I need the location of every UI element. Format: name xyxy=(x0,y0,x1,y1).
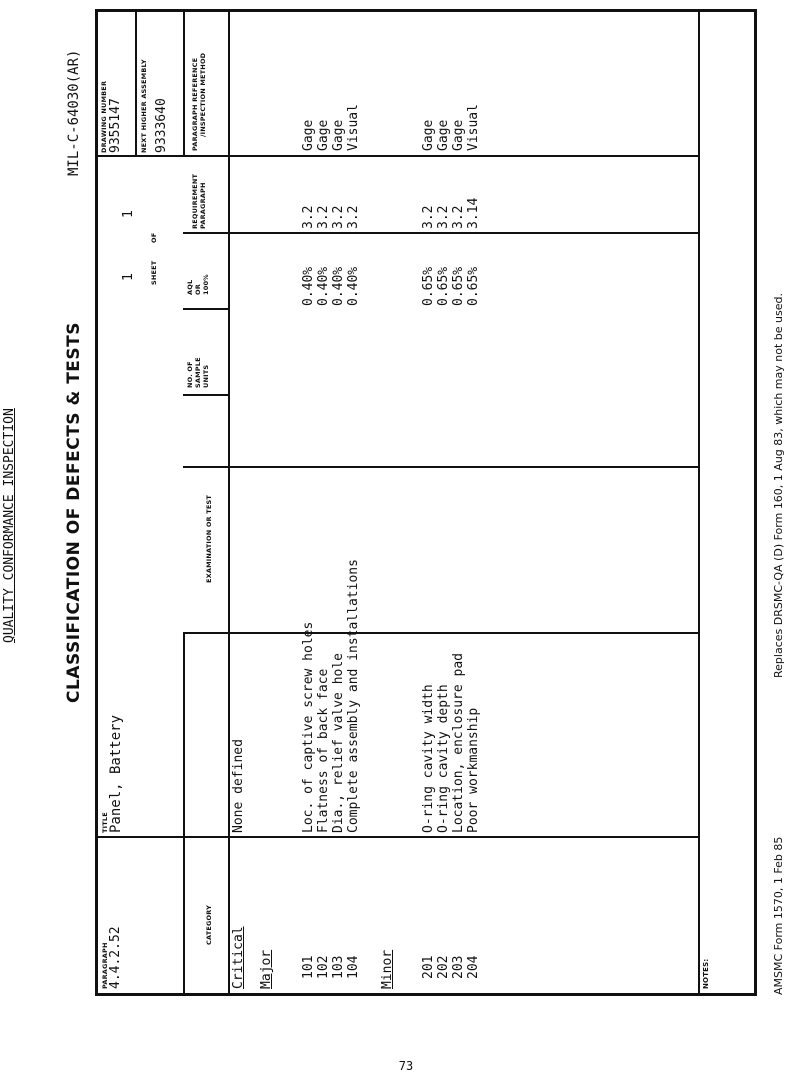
next-higher-assembly-label: NEXT HIGHER ASSEMBLY xyxy=(140,59,148,153)
section-heading: QUALITY CONFORMANCE INSPECTION xyxy=(2,408,17,643)
table-row: 203 xyxy=(451,955,466,979)
table-row: 202 xyxy=(436,955,451,979)
table-row: Flatness of back face xyxy=(316,668,331,833)
table-row: Gage xyxy=(451,119,466,151)
drawing-number-value: 9355147 xyxy=(108,98,123,153)
table-row: 103 xyxy=(331,955,346,979)
examination-label: EXAMINATION OR TEST xyxy=(205,495,213,583)
major-method xyxy=(301,104,361,151)
major-codes xyxy=(301,956,361,979)
table-row: O-ring cavity width xyxy=(421,684,436,833)
reference-label-1: PARAGRAPH REFERENCE xyxy=(191,57,199,151)
table-row: Complete assembly and installations xyxy=(346,559,361,833)
spec-number: MIL-C-64030(AR) xyxy=(66,49,82,176)
replaces-note: Replaces DRSMC-QA (D) Form 160, 1 Aug 83, which may not be used. xyxy=(772,293,785,678)
table-row: 0.40% xyxy=(331,266,346,306)
next-higher-assembly-value: 9333640 xyxy=(154,98,169,153)
table-row: 101 xyxy=(301,955,316,979)
title-label: TITLE xyxy=(101,812,109,833)
reference-label-2: /INSPECTION METHOD xyxy=(199,52,207,137)
table-row: Visual xyxy=(466,104,481,151)
table-row: Visual xyxy=(346,104,361,151)
table-row: 3.2 xyxy=(451,205,466,229)
of-label: OF xyxy=(150,232,158,243)
table-row: 0.65% xyxy=(451,266,466,306)
aql-label xyxy=(186,274,210,295)
table-row: 3.14 xyxy=(466,197,481,229)
table-row: Loc. of captive screw holes xyxy=(301,621,316,833)
form-id: AMSMC Form 1570, 1 Feb 85 xyxy=(772,836,785,995)
major-aql xyxy=(301,267,361,306)
table-row: Location, enclosure pad xyxy=(451,652,466,833)
title-value: Panel, Battery xyxy=(108,714,124,833)
table-row: 0.65% xyxy=(421,266,436,306)
aql-label-2: OR xyxy=(194,284,202,295)
table-row: 104 xyxy=(346,955,361,979)
requirement-label-2: PARAGRAPH xyxy=(199,182,207,229)
table-row: 0.40% xyxy=(316,266,331,306)
critical-none-defined: None defined xyxy=(231,739,246,833)
drawing-number-label: DRAWING NUMBER xyxy=(100,80,108,153)
table-row: 0.65% xyxy=(436,266,451,306)
form-title: CLASSIFICATION OF DEFECTS & TESTS xyxy=(64,322,84,703)
table-row: 0.65% xyxy=(466,266,481,306)
category-critical: Critical xyxy=(231,926,246,989)
table-row: Gage xyxy=(331,119,346,151)
aql-label-1: AQL xyxy=(186,279,194,295)
table-row: Gage xyxy=(421,119,436,151)
defects-form xyxy=(95,9,757,996)
table-row: 3.2 xyxy=(331,205,346,229)
sheet-of-value: 1 xyxy=(121,210,136,218)
page-number: 73 xyxy=(398,1059,414,1073)
table-row: Poor workmanship xyxy=(466,707,481,833)
sheet-value: 1 xyxy=(121,273,136,281)
reference-label xyxy=(191,53,207,151)
paragraph-label: PARAGRAPH xyxy=(101,942,109,989)
category-minor: Minor xyxy=(380,949,395,989)
major-req xyxy=(301,206,361,229)
minor-codes xyxy=(421,956,481,979)
notes-label: NOTES: xyxy=(702,958,710,989)
aql-label-3: 100% xyxy=(202,274,210,295)
table-row: Dia., relief valve hole xyxy=(331,652,346,833)
table-row: 201 xyxy=(421,955,436,979)
table-row: 0.40% xyxy=(346,266,361,306)
minor-req xyxy=(421,198,481,229)
table-row: 3.2 xyxy=(421,205,436,229)
table-row: 3.2 xyxy=(346,205,361,229)
major-exams xyxy=(301,559,361,833)
sheet-label: SHEET xyxy=(150,260,158,285)
sample-units-label xyxy=(186,357,210,388)
table-row: Gage xyxy=(436,119,451,151)
table-row: Gage xyxy=(316,119,331,151)
table-row: 102 xyxy=(316,955,331,979)
table-row: 204 xyxy=(466,955,481,979)
sample-units-label-3: UNITS xyxy=(202,364,210,388)
table-row: 3.2 xyxy=(436,205,451,229)
paragraph-value: 4.4.2.52 xyxy=(108,926,123,989)
minor-aql xyxy=(421,267,481,306)
table-row: 0.40% xyxy=(301,266,316,306)
sample-units-label-2: SAMPLE xyxy=(194,357,202,388)
category-major: Major xyxy=(259,949,274,989)
table-row: 3.2 xyxy=(316,205,331,229)
table-row: 3.2 xyxy=(301,205,316,229)
requirement-label xyxy=(191,174,207,229)
minor-exams xyxy=(421,653,481,833)
sample-units-label-1: NO. OF xyxy=(186,361,194,388)
minor-method xyxy=(421,104,481,151)
table-row: Gage xyxy=(301,119,316,151)
requirement-label-1: REQUIREMENT xyxy=(191,173,199,229)
table-row: O-ring cavity depth xyxy=(436,684,451,833)
category-label: CATEGORY xyxy=(205,905,213,945)
